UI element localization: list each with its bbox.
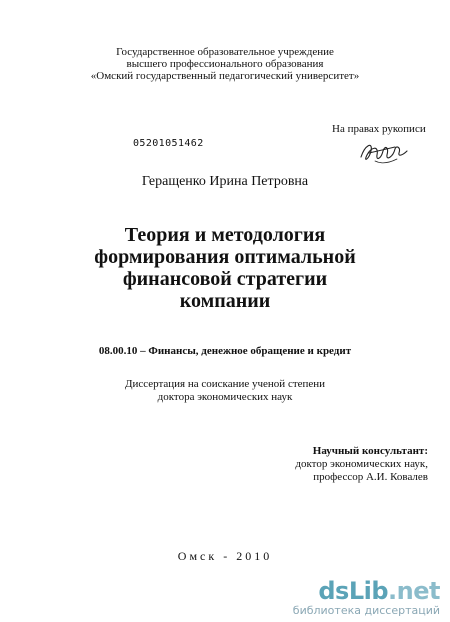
watermark-logo-main: dsLib [318, 577, 389, 605]
watermark [293, 579, 440, 616]
city-year: Омск - 2010 [177, 549, 273, 563]
consultant-heading: Научный консультант: [312, 445, 428, 457]
manuscript-rights-label: На правах рукописи [332, 123, 426, 135]
signature-icon [355, 137, 410, 167]
author-name: Геращенко Ирина Петровна [141, 174, 309, 189]
purpose-line-2: доктора экономических наук [157, 391, 293, 403]
title-line-2: формирования оптимальной [94, 246, 356, 268]
institution-line-2: высшего профессионального образования [126, 58, 324, 70]
purpose-line-1: Диссертация на соискание ученой степени [124, 378, 326, 390]
specialty-code: 08.00.10 – Финансы, денежное обращение и кредит [98, 345, 352, 357]
title-line-4: компании [179, 290, 271, 312]
title-line-3: финансовой стратегии [122, 268, 328, 290]
document-code: 05201051462 [133, 138, 204, 149]
watermark-logo [293, 579, 440, 603]
watermark-tagline: библиотека диссертаций [292, 604, 440, 617]
consultant-degree: доктор экономических наук, [295, 458, 428, 470]
watermark-logo-suffix: .net [388, 577, 440, 605]
institution-line-3: «Омский государственный педагогический университет» [90, 70, 360, 82]
title-line-1: Теория и методология [124, 224, 326, 246]
consultant-name: профессор А.И. Ковалев [313, 471, 428, 483]
institution-line-1: Государственное образовательное учреждение [116, 46, 334, 58]
